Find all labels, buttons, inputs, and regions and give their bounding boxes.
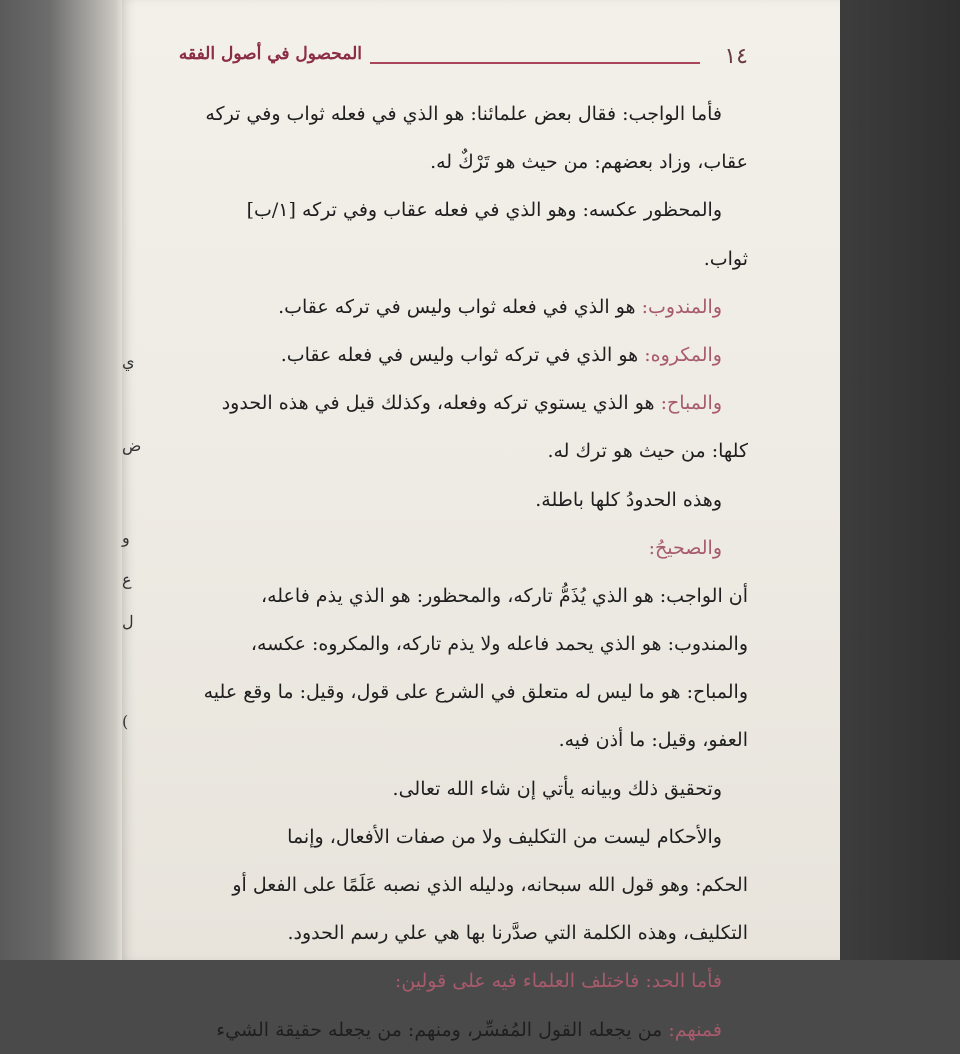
text-line	[176, 909, 748, 957]
text-line	[176, 716, 748, 764]
background-right	[838, 0, 960, 960]
text-line	[176, 235, 748, 283]
line-text: ثواب.	[703, 247, 748, 270]
line-text: أن الواجب: هو الذي يُذَمُّ تاركه، والمحظور: هو الذي يذم فاعله،	[260, 584, 748, 607]
line-text: هو الذي في تركه ثواب وليس في فعله عقاب.	[280, 343, 639, 366]
page-header	[172, 40, 748, 74]
line-text: والمحظور عكسه: وهو الذي في فعله عقاب وفي تركه [١/ب]	[246, 199, 722, 222]
text-line	[176, 186, 748, 234]
line-text: العفو، وقيل: ما أذن فيه.	[558, 729, 748, 752]
defined-term: والمندوب:	[641, 295, 722, 318]
edge-mark: و	[122, 528, 130, 547]
edge-mark: ل	[122, 612, 134, 631]
edge-mark: ع	[122, 570, 132, 589]
text-line	[176, 620, 748, 668]
defined-term: والمباح:	[660, 392, 722, 415]
background-left	[0, 0, 124, 960]
line-text: وتحقيق ذلك وبيانه يأتي إن شاء الله تعالى.	[392, 777, 722, 800]
edge-mark: ي	[122, 352, 135, 371]
book-title: المحصول في أصول الفقه	[178, 44, 362, 64]
text-line	[176, 476, 748, 524]
line-text: والأحكام ليست من التكليف ولا من صفات الأفعال، وإنما	[287, 825, 722, 848]
line-text: هو الذي يستوي تركه وفعله، وكذلك قيل في هذه الحدود	[221, 392, 655, 415]
edge-mark: ض	[122, 436, 142, 455]
text-line	[176, 813, 748, 861]
text-line	[176, 861, 748, 909]
header-rule	[370, 62, 700, 64]
body-text	[176, 90, 748, 1054]
text-line	[176, 427, 748, 475]
text-line	[176, 572, 748, 620]
text-line	[176, 1006, 748, 1054]
text-line	[176, 138, 748, 186]
defined-term: والصحيحُ:	[648, 536, 722, 559]
line-text: وهذه الحدودُ كلها باطلة.	[535, 488, 722, 511]
adjacent-page-edge	[120, 0, 140, 960]
text-line	[176, 331, 748, 379]
defined-term: والمكروه:	[644, 343, 722, 366]
line-text: من يجعله القول المُفسِّر، ومنهم: من يجعله حقيقة الشيء	[216, 1018, 663, 1041]
line-text: والمندوب: هو الذي يحمد فاعله ولا يذم تاركه، والمكروه: عكسه،	[250, 633, 748, 656]
line-text: فأما الواجب: فقال بعض علمائنا: هو الذي في فعله ثواب وفي تركه	[205, 103, 722, 125]
line-text: الحكم: وهو قول الله سبحانه، ودليله الذي نصبه عَلَمًا على الفعل أو	[232, 874, 748, 896]
edge-mark: (	[122, 712, 129, 731]
line-text: التكليف، وهذه الكلمة التي صدَّرنا بها هي علي رسم الحدود.	[287, 922, 748, 945]
line-text: والمباح: هو ما ليس له متعلق في الشرع على قول، وقيل: ما وقع عليه	[203, 681, 748, 704]
line-text: عقاب، وزاد بعضهم: من حيث هو تَرْكٌ له.	[430, 151, 748, 174]
text-line	[176, 379, 748, 427]
line-text: كلها: من حيث هو ترك له.	[547, 440, 748, 463]
text-line	[176, 765, 748, 813]
defined-term: فأما الحد: فاختلف العلماء فيه على قولين:	[394, 970, 722, 993]
defined-term: فمنهم:	[668, 1018, 722, 1041]
text-line	[176, 524, 748, 572]
text-line	[176, 668, 748, 716]
text-line	[176, 957, 748, 1005]
text-line	[176, 90, 748, 138]
text-line	[176, 283, 748, 331]
line-text: هو الذي في فعله ثواب وليس في تركه عقاب.	[278, 295, 636, 318]
page-number: ١٤	[724, 44, 748, 69]
